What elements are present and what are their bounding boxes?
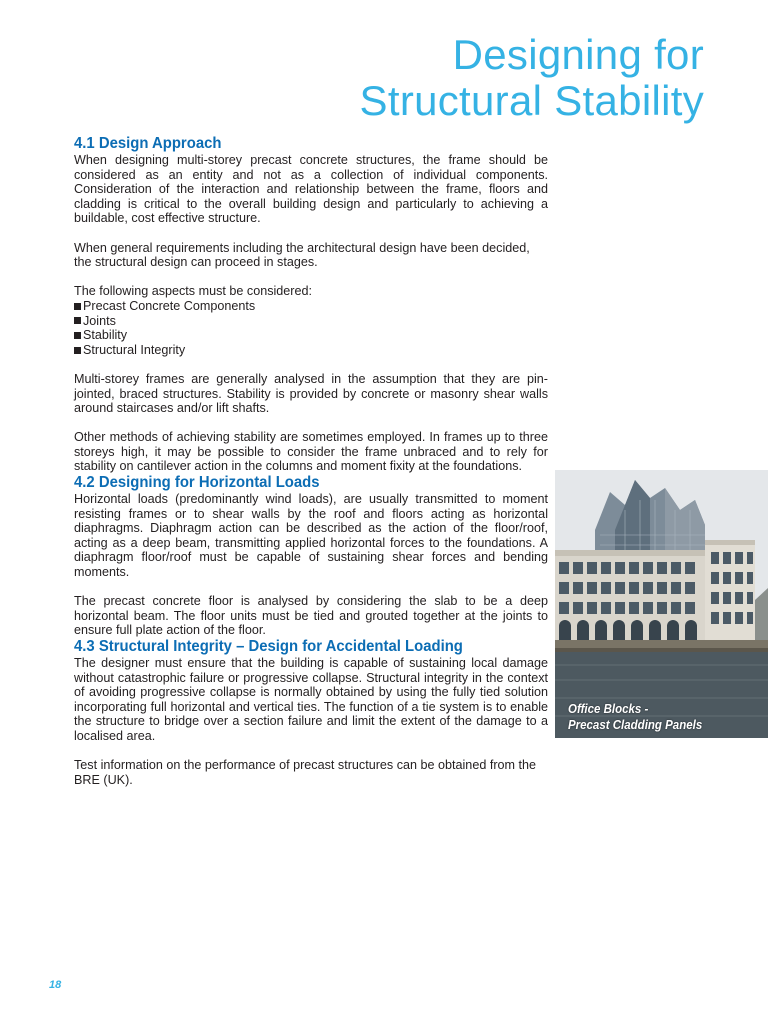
list-item xyxy=(74,343,548,358)
paragraph: Horizontal loads (predominantly wind loads), are usually transmitted to moment resisting frames or to shear walls by the roof and floors acting as horizontal diaphragms. Diaphragm action can be described as the action of the floor/roof, acting as a deep beam, transmitting applied horizontal forces to the foundations. A diaphragm floor/roof must be capable of sustaining shear forces and bending moments. xyxy=(74,492,548,580)
page-number: 18 xyxy=(49,979,62,991)
list-item-label: Structural Integrity xyxy=(83,342,186,357)
paragraph: When designing multi-storey precast concrete structures, the frame should be considered as an entity and not as a collection of individual components. Consideration of the interaction and relationship between the frame, floors and cladding is critical to the overall building design and particularly to achieving a buildable, cost effective structure. xyxy=(74,153,548,226)
paragraph: The precast concrete floor is analysed by considering the slab to be a deep horizontal beam. The floor units must be tied and grouted together at the joints to ensure full plate action of the floor. xyxy=(74,594,548,638)
page-title xyxy=(360,32,704,124)
square-bullet-icon xyxy=(74,347,81,354)
paragraph: Multi-storey frames are generally analysed in the assumption that they are pin-jointed, braced structures. Stability is provided by concrete or masonry shear walls around staircases and/or lift shafts. xyxy=(74,371,548,416)
list-item xyxy=(74,299,548,314)
list-item-label: Joints xyxy=(83,313,116,328)
caption-line2: Precast Cladding Panels xyxy=(568,718,703,732)
paragraph: When general requirements including the architectural design have been decided, the structural design can proceed in stages. xyxy=(74,240,530,270)
building-illustration xyxy=(555,470,768,738)
list-item xyxy=(74,328,548,343)
square-bullet-icon xyxy=(74,332,81,339)
paragraph: Other methods of achieving stability are sometimes employed. In frames up to three storeys high, it may be possible to consider the frame unbraced and to rely for stability on cantilever action in the columns and moment fixity at the foundations. xyxy=(74,430,548,474)
page-title-line2: Structural Stability xyxy=(359,77,704,124)
paragraph: The designer must ensure that the building is capable of sustaining local damage without catastrophic failure or progressive collapse. Structural integrity in the context of avoiding progressive collapse is normally obtained by using the fully tied solution incorporating full horizontal and vertical ties. The function of a tie system is to enable the structure to bridge over a section failure and limit the extent of the damage to a localised area. xyxy=(74,656,548,743)
list-item-label: Stability xyxy=(83,328,128,343)
section-heading-design-approach: 4.1 Design Approach xyxy=(74,135,222,152)
aspects-list xyxy=(74,299,548,357)
section-heading-horizontal-loads: 4.2 Designing for Horizontal Loads xyxy=(74,474,320,492)
office-blocks-photo xyxy=(555,470,768,738)
square-bullet-icon xyxy=(74,303,81,310)
paragraph: Test information on the performance of precast structures can be obtained from the BRE (UK). xyxy=(74,758,537,787)
square-bullet-icon xyxy=(74,317,81,324)
page-title-line1: Designing for xyxy=(452,31,704,78)
main-content xyxy=(74,135,548,802)
photo-caption xyxy=(568,701,702,733)
aspects-intro: The following aspects must be considered: xyxy=(74,284,313,299)
section-heading-structural-integrity: 4.3 Structural Integrity – Design for Accidental Loading xyxy=(74,638,463,655)
caption-line1: Office Blocks - xyxy=(568,702,649,716)
list-item-label: Precast Concrete Components xyxy=(83,298,256,313)
list-item xyxy=(74,314,548,329)
